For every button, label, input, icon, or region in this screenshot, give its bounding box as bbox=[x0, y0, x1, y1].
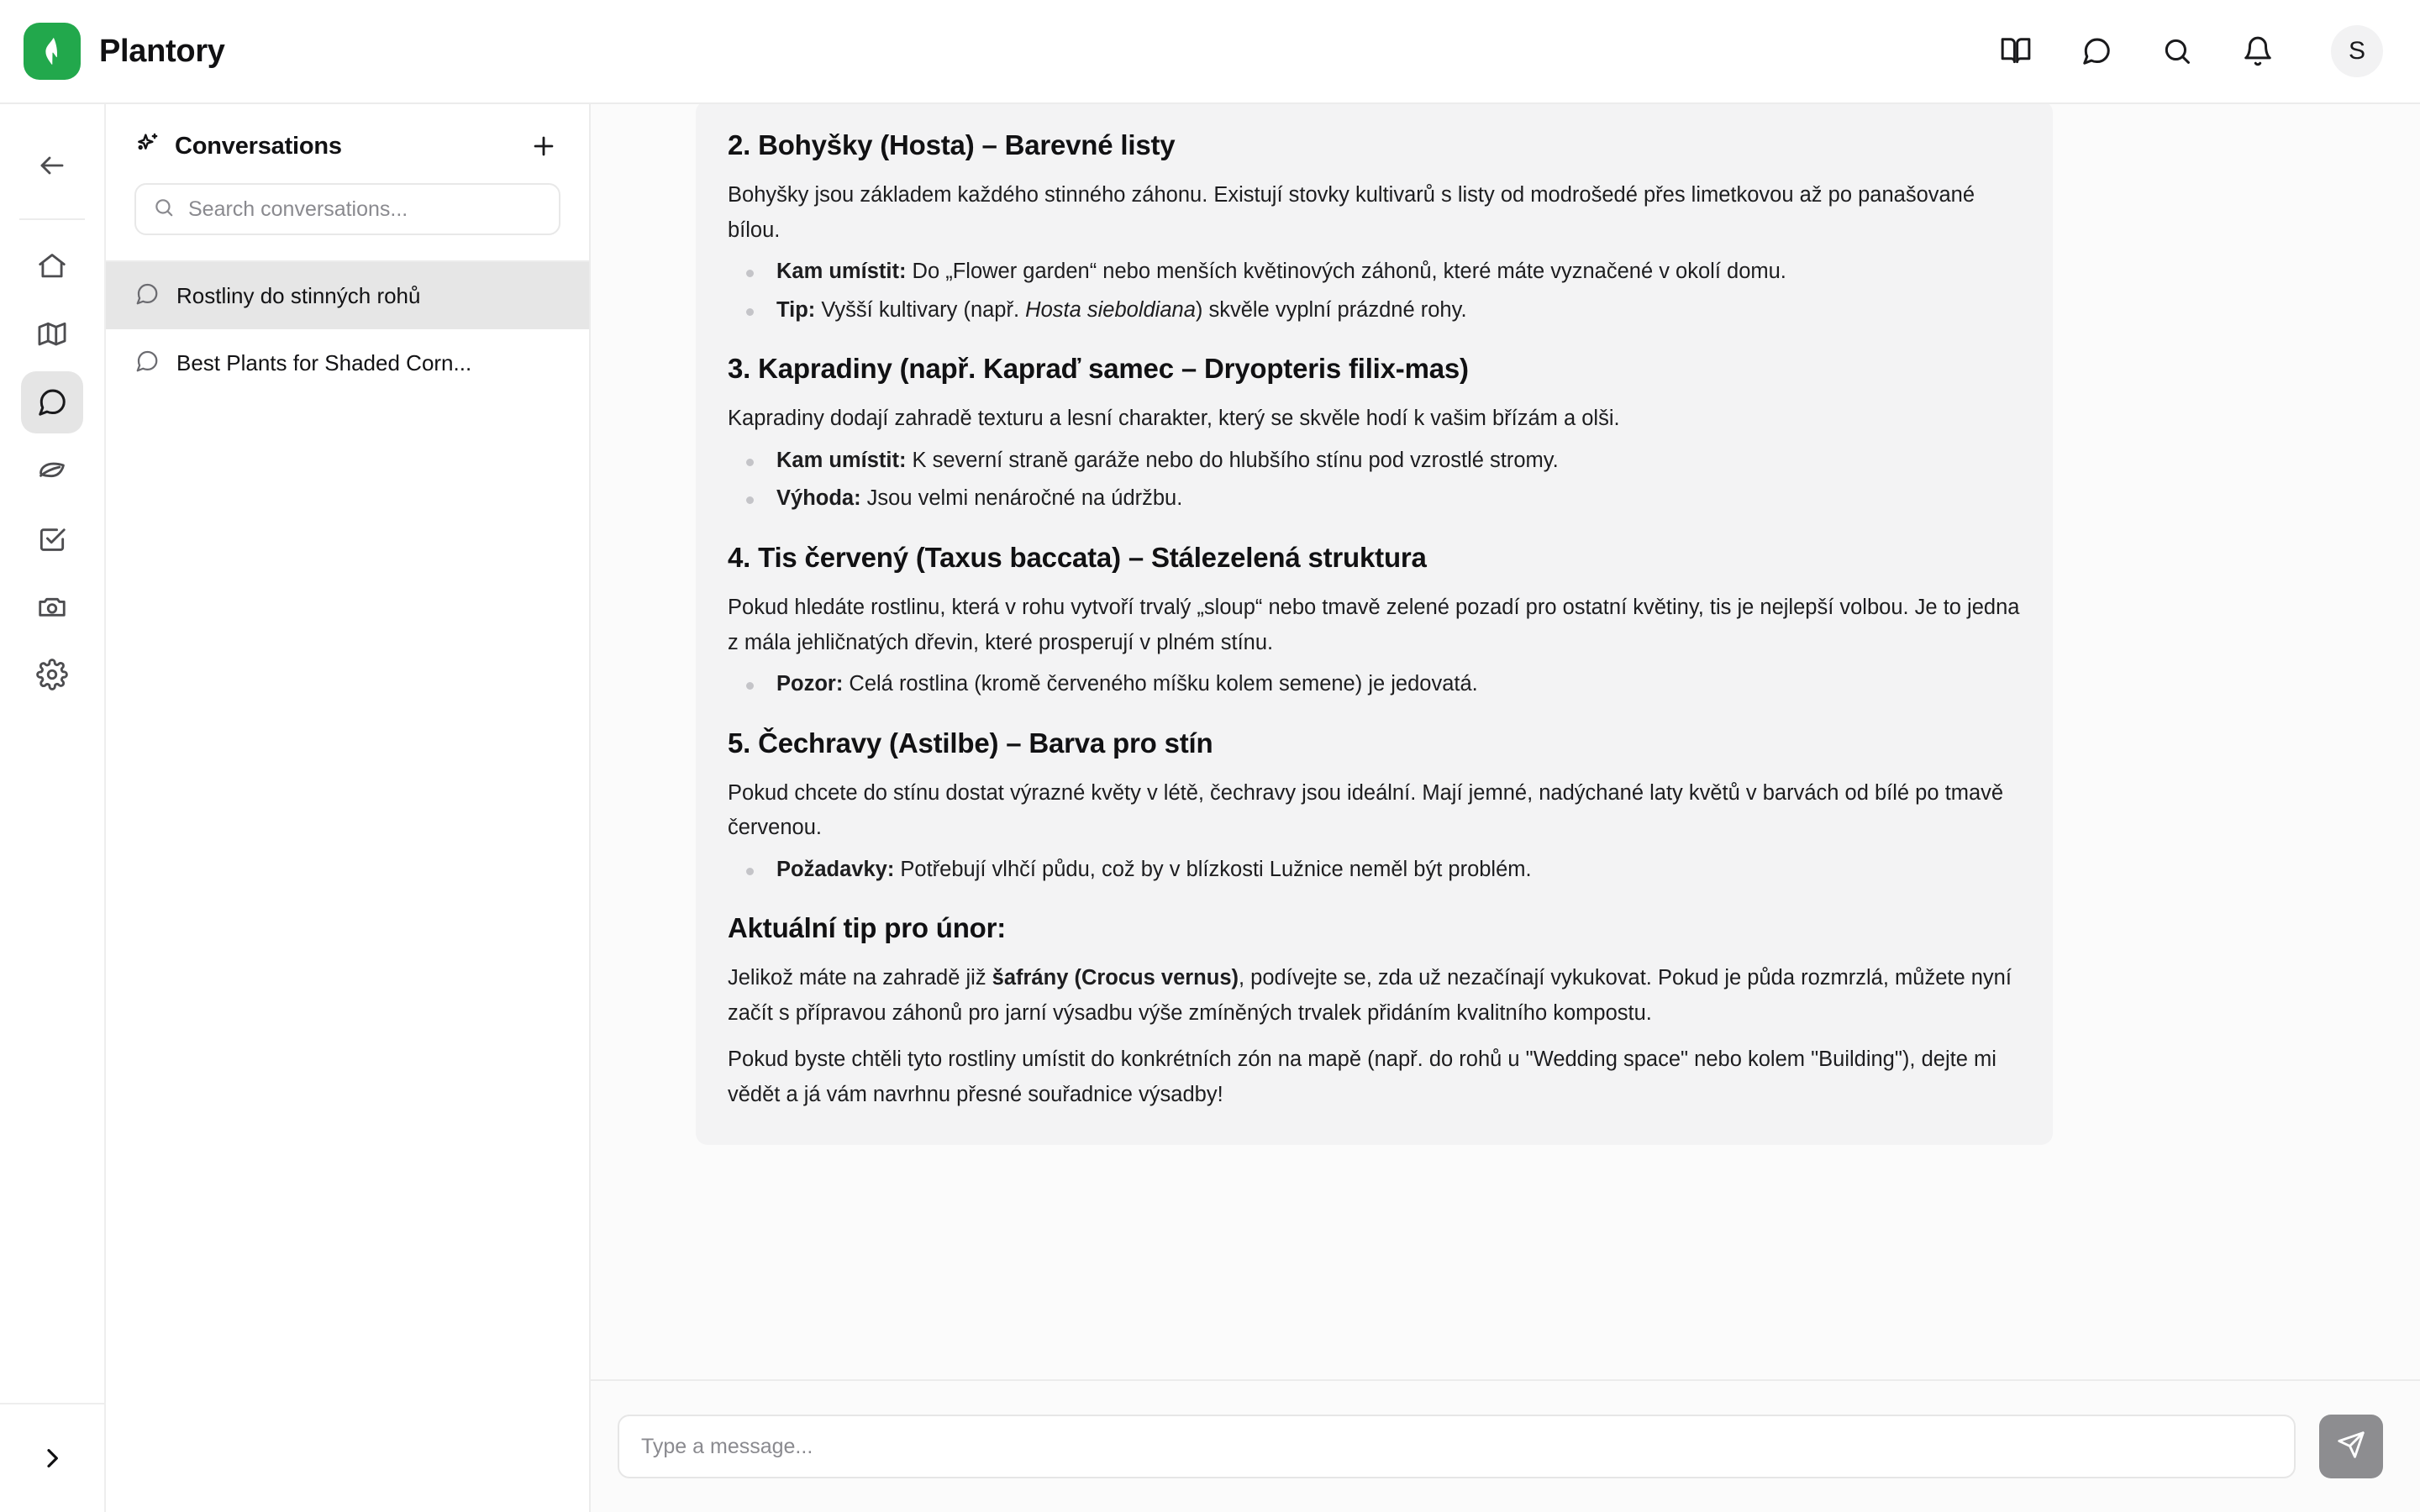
bullet-tail: ) skvěle vyplní prázdné rohy. bbox=[1195, 297, 1467, 322]
conversation-item-1[interactable] bbox=[106, 329, 589, 396]
section-heading: 3. Kapradiny (např. Kapraď samec – Dryopteris filix-mas) bbox=[728, 353, 1469, 385]
conversations-list bbox=[106, 262, 589, 396]
list-item bbox=[728, 444, 2021, 479]
bullet-text: Celá rostlina (kromě červeného míšku kolem semene) je jedovatá. bbox=[843, 672, 1478, 696]
sidebar-item-map[interactable] bbox=[21, 303, 83, 365]
tip-heading: Aktuální tip pro únor: bbox=[728, 912, 1007, 944]
chat-icon[interactable] bbox=[2077, 32, 2116, 71]
sidebar-item-tasks[interactable] bbox=[21, 507, 83, 570]
section-heading: 4. Tis červený (Taxus baccata) – Stálezelená struktura bbox=[728, 541, 1427, 573]
conversation-item-label: Rostliny do stinných rohů bbox=[176, 282, 421, 308]
brand[interactable] bbox=[24, 23, 225, 80]
bullet-text: Do „Flower garden“ nebo menších květinových záhonů, které máte vyznačené v okolí domu. bbox=[906, 260, 1786, 284]
list-item bbox=[728, 255, 2021, 290]
list-item bbox=[728, 853, 2021, 888]
section-paragraph: Kapradiny dodají zahradě texturu a lesní charakter, který se skvěle hodí k vašim břízám a olši. bbox=[728, 407, 1620, 431]
conversation-item-0[interactable] bbox=[106, 262, 589, 329]
sidebar-item-plants[interactable] bbox=[21, 439, 83, 501]
tip-post: , podívejte se, zda už nezačínají vykukovat. Pokud je půda rozmrzlá, můžete nyní začít s přípravou záhonů pro jarní výsadbu výše zmíněných trvalek přidáním kvalitního kompostu. bbox=[728, 966, 2012, 1025]
sidebar-item-conversations[interactable] bbox=[21, 371, 83, 433]
chat-bubble-icon bbox=[134, 349, 160, 378]
search-placeholder: Search conversations... bbox=[188, 197, 408, 221]
conversations-panel bbox=[106, 104, 591, 1512]
section-paragraph: Pokud hledáte rostlinu, která v rohu vytvoří trvalý „sloup“ nebo tmavě zelené pozadí pro ostatní květiny, tis je nejlepší volbou. Je to jedna z mála jehličnatých dřevin, které prosperují v plném stínu. bbox=[728, 595, 2020, 654]
rail-collapse-area bbox=[21, 104, 83, 197]
search-icon bbox=[153, 197, 175, 223]
bullet-term: Pozor: bbox=[776, 672, 844, 696]
bullet-text: Potřebují vlhčí půdu, což by v blízkosti Lužnice neměl být problém. bbox=[894, 857, 1532, 881]
chat-main bbox=[591, 104, 2420, 1512]
rail-items bbox=[21, 235, 83, 706]
bullet-term: Tip: bbox=[776, 297, 816, 322]
sidebar-item-settings[interactable] bbox=[21, 643, 83, 706]
message-input[interactable] bbox=[618, 1415, 2296, 1478]
bullet-term: Kam umístit: bbox=[776, 260, 907, 284]
message-thread bbox=[591, 104, 2420, 1343]
search-conversations-input[interactable] bbox=[134, 183, 560, 235]
book-icon[interactable] bbox=[1996, 32, 2035, 71]
list-item bbox=[728, 667, 2021, 702]
bullet-term: Požadavky: bbox=[776, 857, 895, 881]
send-icon bbox=[2336, 1430, 2366, 1464]
list-item bbox=[728, 481, 2021, 517]
tip-pre: Jelikož máte na zahradě již bbox=[728, 966, 992, 990]
list-item bbox=[728, 293, 2021, 328]
section-bullets bbox=[728, 255, 2021, 328]
bullet-term: Výhoda: bbox=[776, 486, 861, 511]
bullet-term: Kam umístit: bbox=[776, 448, 907, 472]
tip-bold: šafrány (Crocus vernus) bbox=[992, 966, 1239, 990]
conversation-item-label: Best Plants for Shaded Corn... bbox=[176, 349, 472, 375]
leaf-logo-icon bbox=[24, 23, 81, 80]
rail-divider bbox=[19, 218, 85, 220]
tip-paragraph bbox=[728, 961, 2021, 1031]
avatar-initial: S bbox=[2348, 37, 2365, 65]
send-button[interactable] bbox=[2319, 1415, 2383, 1478]
search-icon[interactable] bbox=[2158, 32, 2196, 71]
section-bullets bbox=[728, 667, 2021, 702]
section-heading: 5. Čechravy (Astilbe) – Barva pro stín bbox=[728, 727, 1213, 759]
message-placeholder: Type a message... bbox=[641, 1434, 813, 1458]
sidebar-item-photos[interactable] bbox=[21, 575, 83, 638]
section-heading: 2. Bohyšky (Hosta) – Barevné listy bbox=[728, 129, 1176, 160]
closing-paragraph: Pokud byste chtěli tyto rostliny umístit do konkrétních zón na mapě (např. do rohů u "Wedding space" nebo kolem "Building"), dejte mi vědět a já vám navrhnu přesné souřadnice výsadby! bbox=[728, 1047, 1996, 1106]
chevron-right-icon[interactable] bbox=[27, 1433, 77, 1483]
section-paragraph: Pokud chcete do stínu dostat výrazné květy v létě, čechravy jsou ideální. Mají jemné, nadýchané laty květů v barvách od bílé po tmavě červenou. bbox=[728, 780, 2004, 840]
app-header bbox=[0, 0, 2420, 104]
back-arrow-icon[interactable] bbox=[21, 134, 83, 197]
rail-footer bbox=[0, 1403, 105, 1512]
search-conversations-wrap bbox=[106, 163, 589, 260]
conversations-title: Conversations bbox=[175, 132, 342, 160]
icon-rail bbox=[0, 104, 106, 1512]
sparkles-icon bbox=[134, 131, 161, 162]
section-paragraph: Bohyšky jsou základem každého stinného záhonu. Existují stovky kultivarů s listy od modrošedé přes limetkovou až po panašované bílou. bbox=[728, 183, 1975, 242]
new-conversation-button[interactable] bbox=[527, 129, 560, 163]
bullet-italic: Hosta sieboldiana bbox=[1025, 297, 1196, 322]
bullet-text: Vyšší kultivary (např. bbox=[815, 297, 1026, 322]
bullet-text: K severní straně garáže nebo do hlubšího stínu pod vzrostlé stromy. bbox=[906, 448, 1559, 472]
bullet-text: Jsou velmi nenáročné na údržbu. bbox=[860, 486, 1183, 511]
chat-bubble-icon bbox=[134, 281, 160, 311]
header-actions bbox=[1996, 25, 2383, 77]
section-bullets bbox=[728, 444, 2021, 517]
message-composer bbox=[591, 1379, 2420, 1512]
brand-name: Plantory bbox=[99, 33, 225, 69]
avatar[interactable] bbox=[2331, 25, 2383, 77]
bell-icon[interactable] bbox=[2238, 32, 2277, 71]
assistant-message-bubble bbox=[696, 104, 2053, 1145]
sidebar-item-home[interactable] bbox=[21, 235, 83, 297]
section-bullets bbox=[728, 853, 2021, 888]
conversations-header bbox=[106, 104, 589, 163]
